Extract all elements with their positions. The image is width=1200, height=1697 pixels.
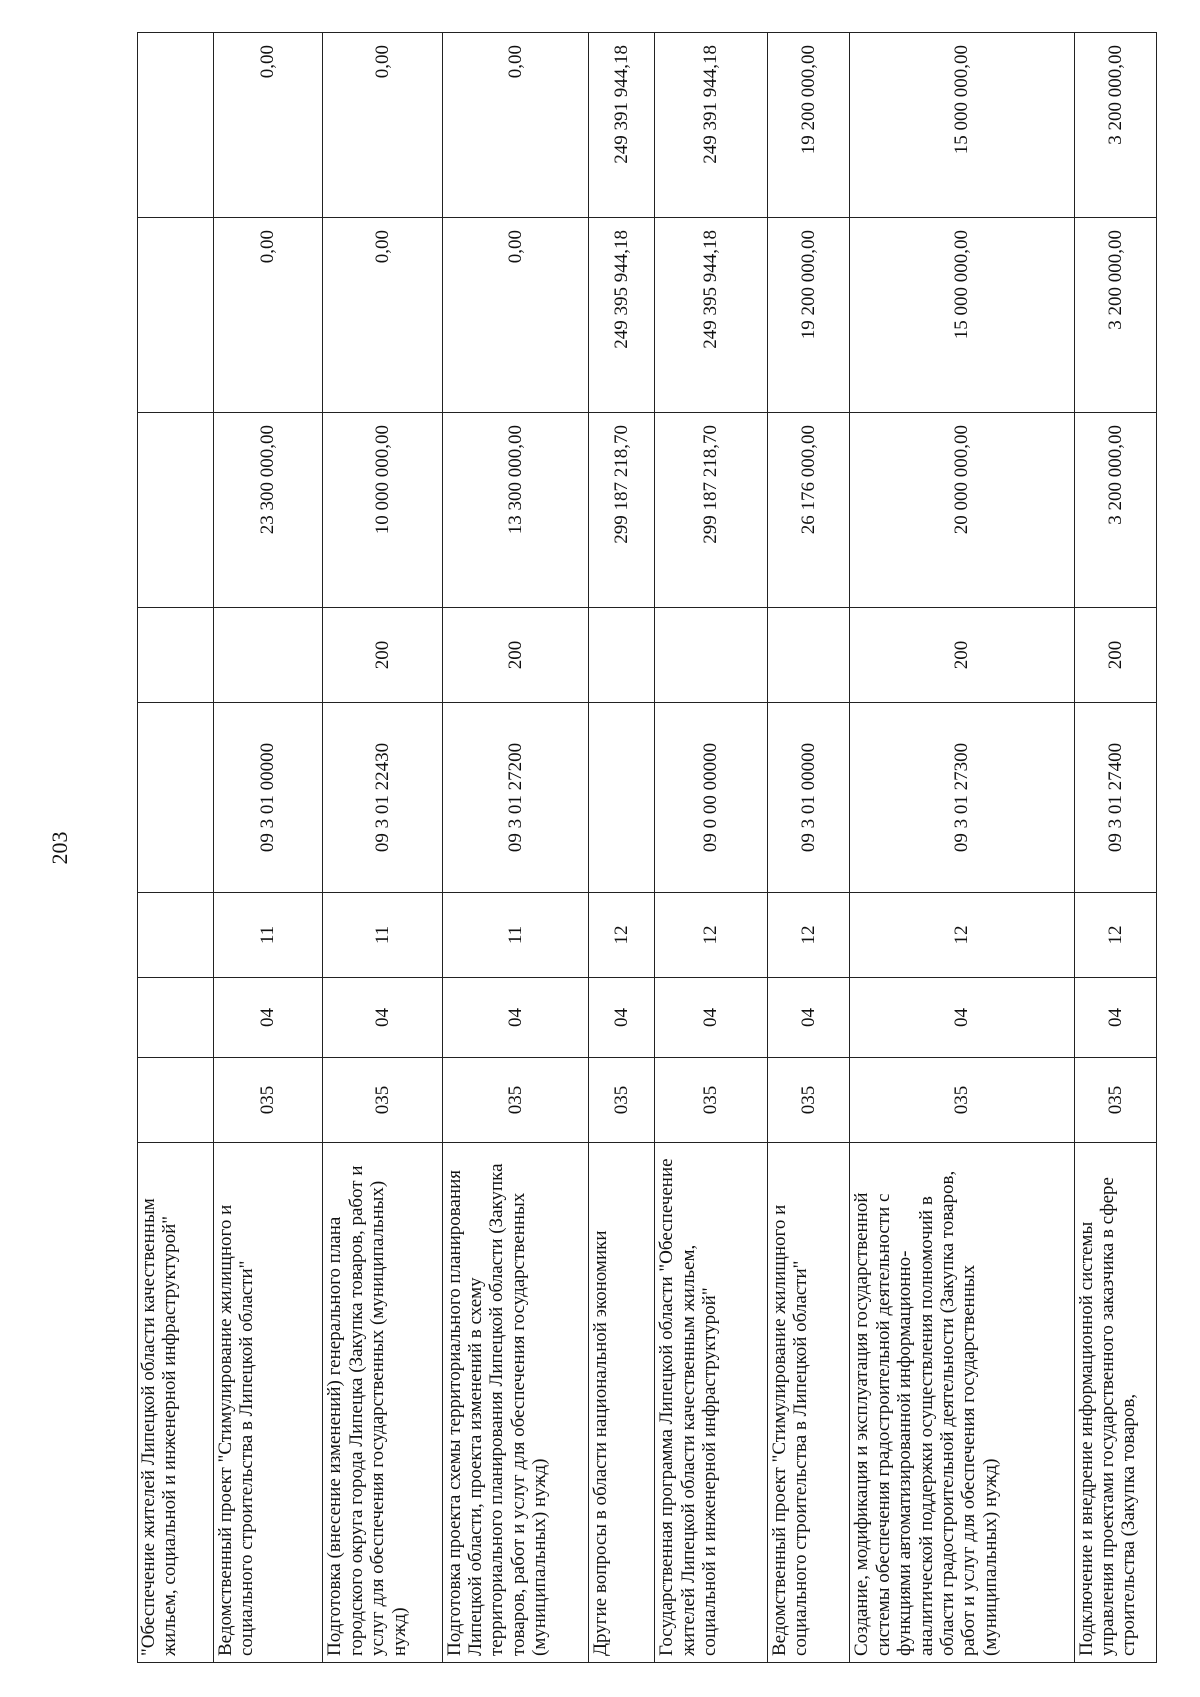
row-subsection: 12 [850,893,1074,978]
row-code: 035 [850,1058,1074,1143]
row-description: Подготовка (внесение изменений) генерального плана городского округа города Липецка (Закупка товаров, работ и услуг для обеспечения государственных (муниципальных) нужд) [323,1143,442,1663]
row-target-article: 09 3 01 27200 [442,703,589,893]
row-description: "Обеспечение жителей Липецкой области качественным жильем, социальной и инженерной инфраструктурой" [138,1143,214,1663]
row-amount-1: 23 300 000,00 [213,413,323,608]
row-expense-type [213,608,323,703]
row-description: Другие вопросы в области национальной экономики [589,1143,655,1663]
row-section: 04 [1074,978,1156,1058]
row-section: 04 [655,978,767,1058]
row-target-article: 09 0 00 00000 [655,703,767,893]
row-amount-2: 15 000 000,00 [850,218,1074,413]
row-amount-1: 26 176 000,00 [767,413,849,608]
row-section: 04 [850,978,1074,1058]
row-amount-3: 0,00 [442,33,589,218]
row-amount-1: 20 000 000,00 [850,413,1074,608]
row-expense-type [589,608,655,703]
table-row [138,33,214,1663]
table-body [138,33,1157,1663]
row-section: 04 [589,978,655,1058]
row-code: 035 [767,1058,849,1143]
row-target-article: 09 3 01 00000 [767,703,849,893]
row-expense-type [655,608,767,703]
row-target-article: 09 3 01 22430 [323,703,442,893]
row-expense-type: 200 [850,608,1074,703]
row-code: 035 [655,1058,767,1143]
row-expense-type [138,608,214,703]
budget-table-rotated [137,33,1157,1663]
row-amount-1 [138,413,214,608]
row-section [138,978,214,1058]
table-row [655,33,767,1663]
row-section: 04 [442,978,589,1058]
row-amount-3: 3 200 000,00 [1074,33,1156,218]
row-expense-type: 200 [323,608,442,703]
row-section: 04 [323,978,442,1058]
table-row [442,33,589,1663]
row-amount-2: 0,00 [442,218,589,413]
row-amount-2: 0,00 [323,218,442,413]
row-description: Создание, модификация и эксплуатация государственной системы обеспечения градостроительной деятельности с функциями автоматизированной информационно-аналитической поддержки осуществления полномочий в области градостроительной деятельности (Закупка товаров, работ и услуг для обеспечения государственных (муниципальных) нужд) [850,1143,1074,1663]
row-amount-2: 3 200 000,00 [1074,218,1156,413]
row-target-article: 09 3 01 27300 [850,703,1074,893]
row-amount-1: 3 200 000,00 [1074,413,1156,608]
row-subsection: 11 [323,893,442,978]
row-amount-2: 0,00 [213,218,323,413]
row-amount-1: 10 000 000,00 [323,413,442,608]
row-description: Ведомственный проект "Стимулирование жилищного и социального строительства в Липецкой области" [767,1143,849,1663]
row-subsection: 12 [589,893,655,978]
row-amount-3: 249 391 944,18 [589,33,655,218]
row-amount-3: 19 200 000,00 [767,33,849,218]
row-subsection: 12 [655,893,767,978]
row-expense-type [767,608,849,703]
row-code: 035 [1074,1058,1156,1143]
table-row [213,33,323,1663]
row-description: Государственная программа Липецкой области "Обеспечение жителей Липецкой области качественным жильем, социальной и инженерной инфраструктурой" [655,1143,767,1663]
row-target-article: 09 3 01 00000 [213,703,323,893]
row-target-article [138,703,214,893]
row-amount-3 [138,33,214,218]
row-subsection [138,893,214,978]
row-amount-3: 0,00 [323,33,442,218]
row-expense-type: 200 [442,608,589,703]
table-row [767,33,849,1663]
row-description: Подключение и внедрение информационной системы управления проектами государственного заказчика в сфере строительства (Закупка товаров, [1074,1143,1156,1663]
row-code: 035 [589,1058,655,1143]
row-amount-2 [138,218,214,413]
row-subsection: 12 [767,893,849,978]
table-row [589,33,655,1663]
row-target-article: 09 3 01 27400 [1074,703,1156,893]
budget-table [137,32,1157,1663]
row-section: 04 [213,978,323,1058]
row-amount-2: 249 395 944,18 [655,218,767,413]
row-code: 035 [323,1058,442,1143]
row-amount-1: 299 187 218,70 [589,413,655,608]
row-amount-2: 19 200 000,00 [767,218,849,413]
row-subsection: 11 [442,893,589,978]
row-amount-1: 299 187 218,70 [655,413,767,608]
row-description: Ведомственный проект "Стимулирование жилищного и социального строительства в Липецкой области" [213,1143,323,1663]
row-amount-2: 249 395 944,18 [589,218,655,413]
row-expense-type: 200 [1074,608,1156,703]
table-row [850,33,1074,1663]
page-number: 203 [47,831,72,865]
table-row [1074,33,1156,1663]
row-subsection: 12 [1074,893,1156,978]
row-amount-1: 13 300 000,00 [442,413,589,608]
row-code [138,1058,214,1143]
row-amount-3: 249 391 944,18 [655,33,767,218]
row-target-article [589,703,655,893]
row-code: 035 [213,1058,323,1143]
table-row [323,33,442,1663]
row-code: 035 [442,1058,589,1143]
row-subsection: 11 [213,893,323,978]
row-amount-3: 0,00 [213,33,323,218]
row-amount-3: 15 000 000,00 [850,33,1074,218]
row-description: Подготовка проекта схемы территориального планирования Липецкой области, проекта изменений в схему территориального планирования Липецкой области (Закупка товаров, работ и услуг для обеспечения государственных (муниципальных) нужд) [442,1143,589,1663]
row-section: 04 [767,978,849,1058]
